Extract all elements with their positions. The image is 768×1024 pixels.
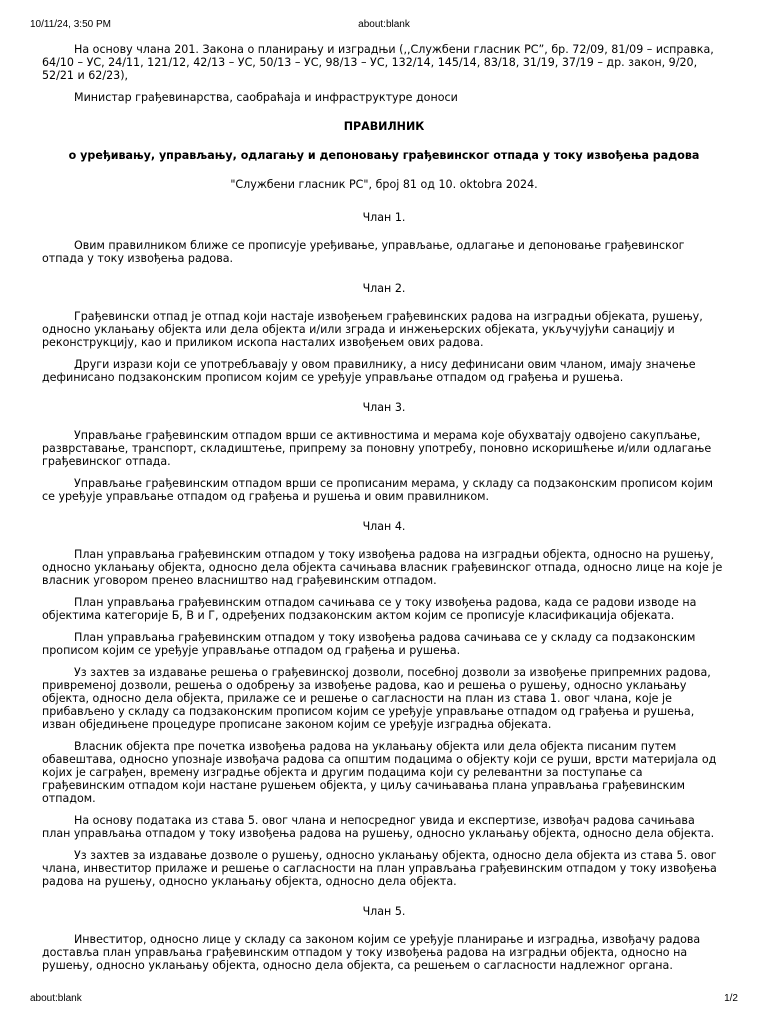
document-title: ПРАВИЛНИК (343, 120, 425, 133)
article-paragraph: На основу података из става 5. овог члана и непосредног увида и експертизе, извођач радова сачињава план управљања отпадом у току извођења радова на рушењу, односно уклањању објекта, односно дела објекта. (42, 814, 715, 840)
print-url: about:blank (358, 19, 410, 30)
article-heading: Члан 4. (362, 520, 406, 533)
gazette-reference: "Службени гласник РС", број 81 од 10. oktobra 2024. (230, 178, 538, 191)
article-paragraph: Управљање грађевинским отпадом врши се прописаним мерама, у складу са подзаконским прописом којим се уређује управљање отпадом од грађења и рушења и овим правилником. (42, 477, 713, 503)
article-paragraph: Уз захтев за издавање решења о грађевинској дозволи, посебној дозволи за извођење припремних радова, привременој дозволи, решења о одобрењу за извођење радова, као и решења о рушењу, односно уклањању објекта, односно дела објекта, прилаже се и решење о сагласности на план из става 1. овог члана, које је прибављено у складу са подзаконским прописом којим се уређује управљање отпадом од грађења и рушења, изван обједињене процедуре прописане законом којим се уређује изградња објеката. (42, 666, 711, 731)
issuer: Министар грађевинарства, саобраћаја и инфраструктуре доноси (74, 91, 458, 104)
article-heading: Члан 5. (362, 905, 406, 918)
footer-url: about:blank (30, 993, 82, 1004)
article-paragraph: План управљања грађевинским отпадом сачињава се у току извођења радова, када се радови изводе на објектима категорије Б, В и Г, одређених подзаконским актом којим се прописује класификација објеката. (42, 596, 697, 622)
article-paragraph: Власник објекта пре почетка извођења радова на уклањању објекта или дела објекта писаним путем обавештава, односно упознаје извођача радова са општим подацима о објекту који се руши, врсти материјала од којих је саграђен, времену изградње објекта и другим подацима који су релевантни за поступање са грађевинским отпадом који настане рушењем објекта, у циљу сачињавања плана управљања грађевинским отпадом. (42, 740, 717, 805)
article-paragraph: Други изрази који се употребљавају у овом правилнику, а нису дефинисани овим чланом, имају значење дефинисано подзаконским прописом којим се уређује управљање отпадом од грађења и рушења. (42, 358, 696, 384)
print-footer (30, 992, 738, 1006)
page-number: 1/2 (724, 993, 738, 1004)
article-paragraph: Инвеститор, односно лице у складу са законом којим се уређује планирање и изградња, извођачу радова доставља план управљања грађевинским отпадом у току извођења радова на изградњи објекта, односно на рушењу, односно уклањању објекта, односно дела објекта, са решењем о сагласности надлежног органа. (42, 933, 701, 972)
article-paragraph: Овим правилником ближе се прописује уређивање, управљање, одлагање и депоновање грађевинског отпада у току извођења радова. (42, 239, 685, 265)
article-paragraph: Уз захтев за издавање дозволе о рушењу, односно уклањању објекта, односно дела објекта из става 5. овог члана, инвеститор прилаже и решење о сагласности на план управљања грађевинским отпадом у току извођења радова на рушењу, односно уклањању објекта, односно дела објекта. (42, 849, 717, 888)
article-heading: Члан 1. (362, 211, 406, 224)
article-paragraph: Грађевински отпад је отпад који настаје извођењем грађевинских радова на изградњи објеката, рушењу, односно уклањању објекта или дела објекта и/или зграда и инжењерских објеката, укључујући санацију и реконструкцију, као и приликом ископа насталих извођењем ових радова. (42, 310, 703, 349)
article-paragraph: Управљање грађевинским отпадом врши се активностима и мерама које обухватају одвојено сакупљање, разврставање, транспорт, складиштење, припрему за поновну употребу, поновно искоришћење и/или одлагање грађевинског отпада. (42, 429, 712, 468)
article-heading: Члан 3. (362, 401, 406, 414)
article-paragraph: План управљања грађевинским отпадом у току извођења радова на изградњи објекта, односно на рушењу, односно уклањању објекта, односно дела објекта сачињава власник грађевинског отпада, односно лице на које је власник уговором пренео власништво над грађевинским отпадом. (42, 548, 723, 587)
article-paragraph: План управљања грађевинским отпадом у току извођења радова сачињава се у складу са подзаконским прописом којим се уређује управљање отпадом од грађења и рушења. (42, 631, 696, 657)
print-header (30, 18, 738, 32)
document-subtitle: о уређивању, управљању, одлагању и депоновању грађевинског отпада у току извођења радова (68, 149, 700, 162)
preamble: На основу члана 201. Закона о планирању и изградњи (,,Службени гласник РС”, бр. 72/09, 81/09 – исправка, 64/10 – УС, 24/11, 121/12, 42/13 – УС, 50/13 – УС, 98/13 – УС, 132/14, 145/14, 83/18, 31/19, 37/19 – др. закон, 9/20, 52/21 и 62/23), (42, 43, 714, 82)
document-body (42, 43, 726, 981)
print-datetime: 10/11/24, 3:50 PM (30, 19, 111, 30)
article-heading: Члан 2. (362, 282, 406, 295)
